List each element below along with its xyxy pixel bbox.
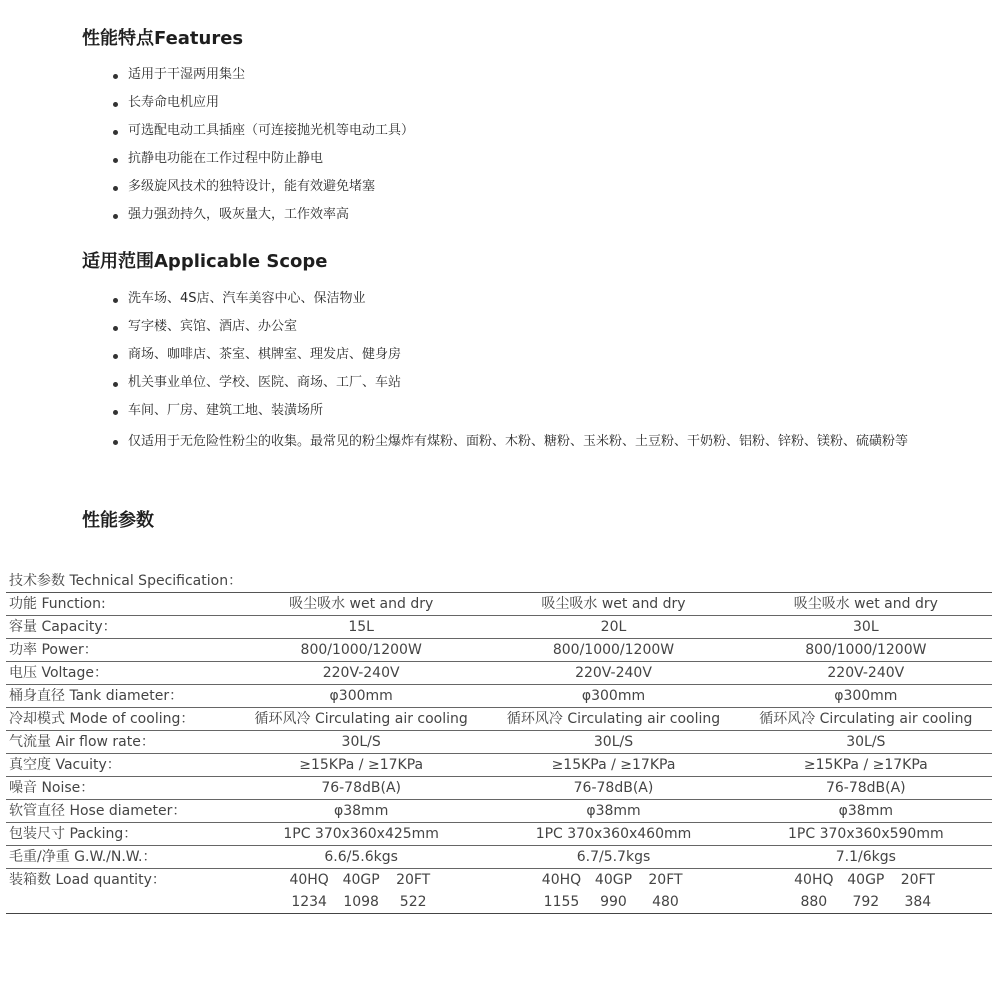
cell-value: 76-78dB(A) <box>825 780 906 796</box>
list-item: 仅适用于无危险性粉尘的收集。最常见的粉尘爆炸有煤粉、面粉、木粉、糖粉、玉米粉、土豆粉、干奶粉、铝粉、锌粉、镁粉、硫磺粉等 <box>110 430 940 454</box>
cell-value: 30L/S <box>593 734 634 750</box>
cell-value: φ38mm <box>838 803 893 819</box>
cell-value: 76-78dB(A) <box>573 780 654 796</box>
cell-value: 1PC 370x360x460mm <box>535 826 692 842</box>
cell-value: φ300mm <box>581 688 646 704</box>
cell-value: 6.6/5.6kgs <box>324 849 398 865</box>
table-row <box>6 777 992 800</box>
table-row <box>6 823 992 846</box>
load-value: 384 <box>904 894 932 910</box>
list-item: 长寿命电机应用 <box>110 94 940 122</box>
load-header: 20FT <box>396 872 431 888</box>
list-item: 车间、厂房、建筑工地、装潢场所 <box>110 402 940 430</box>
load-value: 990 <box>600 894 627 910</box>
load-header: 40HQ <box>794 872 834 888</box>
cell-value: φ300mm <box>834 688 898 704</box>
cell-value: ≥15KPa / ≥17KPa <box>551 757 676 773</box>
cell-value: 循环风冷 Circulating air cooling <box>254 711 468 727</box>
cell-value: 76-78dB(A) <box>321 780 401 796</box>
list-item: 商场、咖啡店、茶室、棋牌室、理发店、健身房 <box>110 346 940 374</box>
load-headers <box>487 869 739 891</box>
table-row <box>6 800 992 823</box>
cell-value: 1PC 370x360x590mm <box>788 826 944 842</box>
cell-value: 20L <box>600 619 627 635</box>
spec-table-title: 技术参数 Technical Specification： <box>6 570 992 593</box>
load-value: 792 <box>852 894 880 910</box>
load-value: 1098 <box>343 894 379 910</box>
row-label: 气流量 Air flow rate： <box>9 734 155 750</box>
cell-value: 220V-240V <box>827 665 905 681</box>
cell-value: 15L <box>348 619 374 635</box>
load-headers <box>235 869 487 891</box>
spec-table <box>6 570 992 914</box>
cell-value: 30L <box>853 619 879 635</box>
cell-value: 循环风冷 Circulating air cooling <box>759 711 973 727</box>
list-item: 机关事业单位、学校、医院、商场、工厂、车站 <box>110 374 940 402</box>
list-item: 适用于干湿两用集尘 <box>110 66 940 94</box>
cell-value: 循环风冷 Circulating air cooling <box>506 711 721 727</box>
list-item: 写字楼、宾馆、酒店、办公室 <box>110 318 940 346</box>
table-row <box>6 639 992 662</box>
load-value: 880 <box>800 894 828 910</box>
load-headers <box>740 869 992 891</box>
load-header: 20FT <box>648 872 683 888</box>
table-row <box>6 846 992 869</box>
cell-value: φ38mm <box>334 803 389 819</box>
table-row <box>6 685 992 708</box>
cell-value: 1PC 370x360x425mm <box>283 826 439 842</box>
row-label: 容量 Capacity： <box>9 619 117 635</box>
row-label: 功率 Power： <box>9 642 98 658</box>
load-values <box>487 891 739 913</box>
cell-value: 800/1000/1200W <box>552 642 675 658</box>
table-row <box>6 731 992 754</box>
row-label: 包装尺寸 Packing： <box>9 826 138 842</box>
row-label: 功能 Function: <box>9 596 106 612</box>
table-row <box>6 662 992 685</box>
list-item: 洗车场、4S店、汽车美容中心、保洁物业 <box>110 290 940 318</box>
row-label: 毛重/净重 G.W./N.W.： <box>9 849 157 865</box>
table-row <box>6 708 992 731</box>
cell-value: 吸尘吸水 wet and dry <box>541 596 686 612</box>
row-label: 冷却模式 Mode of cooling： <box>9 711 195 727</box>
load-header: 40GP <box>847 872 885 888</box>
table-row-load-headers <box>6 869 992 891</box>
cell-value: φ38mm <box>586 803 641 819</box>
list-item: 强力强劲持久，吸灰量大，工作效率高 <box>110 206 940 234</box>
cell-value: ≥15KPa / ≥17KPa <box>299 757 424 773</box>
features-list <box>110 66 940 234</box>
scope-list <box>110 290 940 454</box>
scope-title: 适用范围Applicable Scope <box>82 251 328 272</box>
load-values <box>235 891 487 913</box>
table-row-load-values <box>6 891 992 914</box>
load-value: 522 <box>399 894 427 910</box>
load-header: 40HQ <box>289 872 329 888</box>
table-row <box>6 616 992 639</box>
table-row <box>6 593 992 616</box>
list-item: 可选配电动工具插座（可连接抛光机等电动工具） <box>110 122 940 150</box>
cell-value: 30L/S <box>341 734 381 750</box>
cell-value: 吸尘吸水 wet and dry <box>289 596 434 612</box>
list-item: 多级旋风技术的独特设计，能有效避免堵塞 <box>110 178 940 206</box>
features-title: 性能特点Features <box>82 28 244 49</box>
load-header: 40GP <box>342 872 380 888</box>
cell-value: φ300mm <box>329 688 393 704</box>
cell-value: 220V-240V <box>575 665 652 681</box>
row-label: 装箱数 Load quantity： <box>9 872 166 888</box>
load-values <box>740 891 992 913</box>
params-title: 性能参数 <box>82 510 154 531</box>
cell-value: ≥15KPa / ≥17KPa <box>803 757 928 773</box>
load-value: 480 <box>652 894 679 910</box>
row-label: 电压 Voltage： <box>9 665 108 681</box>
row-label: 真空度 Vacuity： <box>9 757 121 773</box>
load-value: 1234 <box>291 894 327 910</box>
cell-value: 吸尘吸水 wet and dry <box>793 596 938 612</box>
cell-value: 6.7/5.7kgs <box>576 849 651 865</box>
load-header: 40HQ <box>541 872 582 888</box>
list-item: 抗静电功能在工作过程中防止静电 <box>110 150 940 178</box>
load-header: 40GP <box>594 872 633 888</box>
load-value: 1155 <box>543 894 580 910</box>
cell-value: 30L/S <box>846 734 886 750</box>
table-row <box>6 754 992 777</box>
row-label: 软管直径 Hose diameter： <box>9 803 187 819</box>
cell-value: 800/1000/1200W <box>805 642 927 658</box>
cell-value: 800/1000/1200W <box>300 642 422 658</box>
row-label: 噪音 Noise： <box>9 780 95 796</box>
row-label: 桶身直径 Tank diameter： <box>9 688 184 704</box>
load-header: 20FT <box>900 872 935 888</box>
cell-value: 7.1/6kgs <box>835 849 896 865</box>
cell-value: 220V-240V <box>322 665 400 681</box>
